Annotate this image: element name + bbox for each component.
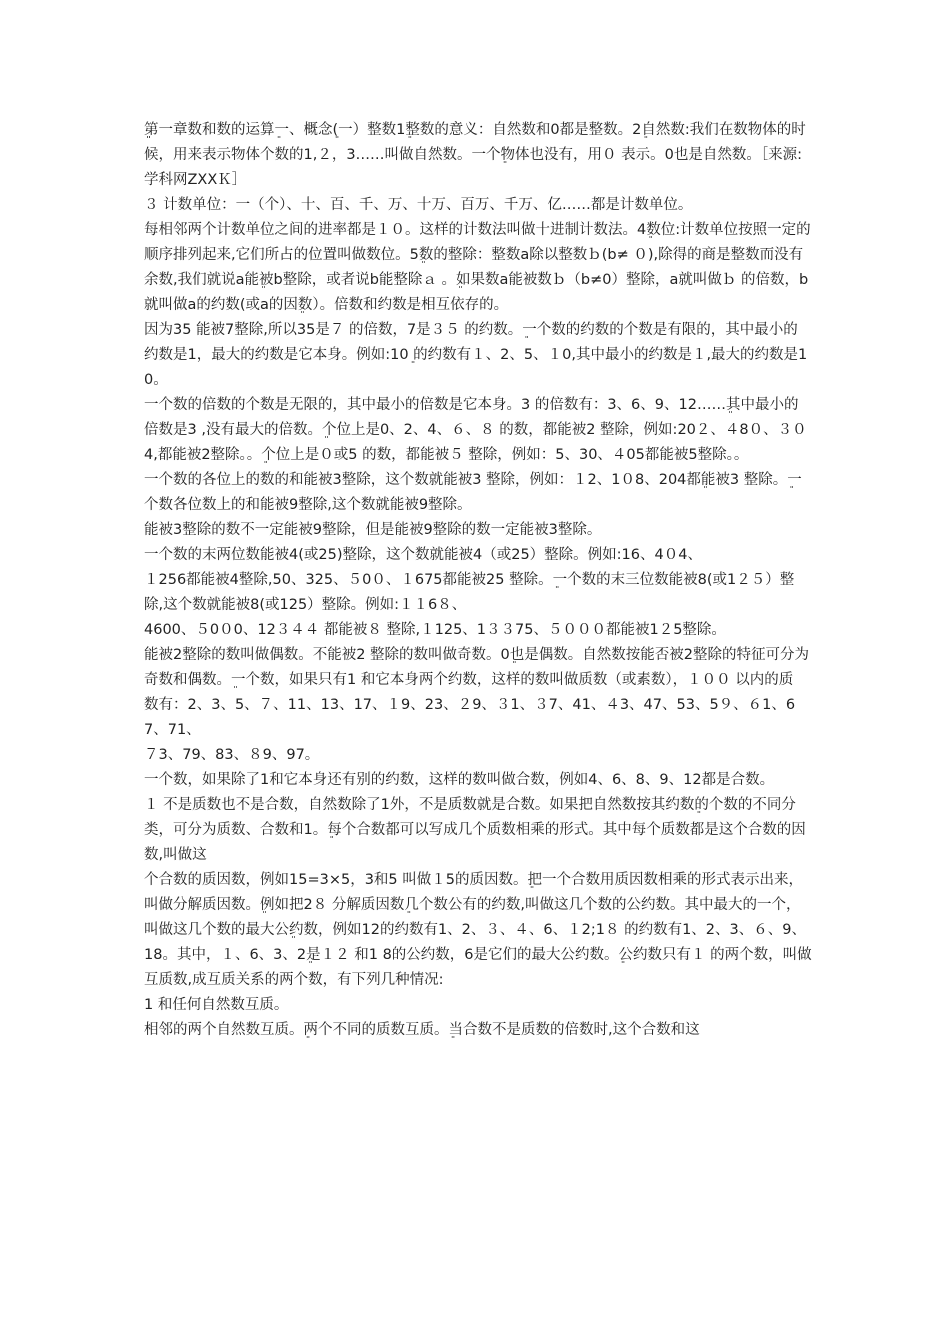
paragraph-4: 因为35 能被7整除,所以35是７ 的倍数，7是３５ 的约数。ܸ一个数的约数的个数是有限的，其中最小的约数是1，最大的约数是它本身。例如:10ܸ 的约数有１、2、5、１0,其中最小的约数是１,最大的约数是10。 <box>144 322 808 388</box>
document-body <box>144 118 812 1043</box>
paragraph-17: 1 和任何自然数互质。 <box>144 997 289 1013</box>
paragraph-18: 相邻的两个自然数互质。ܸ两个不同的质数互质。ܸ当合数不是质数的倍数时,这个合数和这 <box>144 1022 700 1038</box>
paragraph-5: 一个数的倍数的个数是无限的，其中最小的倍数是它本身。3 的倍数有：3、6、9、12……ܸ其中最小的倍数是3 ,没有最大的倍数。ܸ个位上是0、2、4、６、８ 的数，都能被2 整除，例如:20２、４8０、３０4,都能被2整除。。ܸ个位上是０或5 的数，都能被５ 整除，例如：5、30、４05都能被5整除。。 <box>144 397 807 463</box>
paragraph-6: 一个数的各位上的数的和能被3整除，这个数就能被3 整除，例如：１2、1０8、204都ܸ能被3 整除。ܸ一个数各位数上的和能被9整除,这个数就能被9整除。 <box>144 472 802 513</box>
paragraph-10: 4600、５0０0、12３４４ 都能被８ 整除,１125、1３３75、５０００都能被1２5整除。 <box>144 622 726 638</box>
paragraph-1: ܸܸ第一章数和数的运算ܸ一、概念ܸ(一）整数1ܸ整数的意义：自然数和0都是整数。2ܸ自然数:我们在数物体的时候，用来表示物体个数的1,２，3……叫做自然数。一个ܸ物体也没有，用０ 表示。0也是自然数。［来源:学科网ZXXＫ］ <box>144 122 806 188</box>
paragraph-14: 一个数，如果除了1和它本身还有别的约数，这样的数叫做合数，例如4、6、8、9、12都是合数。 <box>144 772 775 788</box>
paragraph-9: １256都能被4整除,50、325、５0０、１675都能被25 整除。ܸ一个数的末三位数能被8(或1２５）整除,这个数就能被8(或125）整除。例如:１１6８、 <box>144 572 795 613</box>
paragraph-15: １ 不是质数也不是合数，自然数除了1外，不是质数就是合数。如果把自然数按其约数ܸ的个数的不同分类，可分为质数、合数和1。ܸ每个合数都可以写成几个质数相乘的形式。其中每个质数都是这个合数的因数,叫做这 <box>144 797 806 863</box>
paragraph-7: 能被3整除的数不一定能被9整除，但是能被9整除的数一定能被3整除。 <box>144 522 602 538</box>
paragraph-12: 数有：2、3、5、７、11、13、17、１9、23、２9、３1、３7、41、４3、47、53、5９、６1、67、71、 <box>144 697 796 738</box>
paragraph-11: 能被2整除的数叫做偶数。不能被2 整除的数叫做奇数。0ܸ也是偶数。自然数按能否被2整除的特征可分为奇数和偶数。ܸ一个数，如果只有1 和它本身两个约数，这样的数叫做质数（或素数），１００ 以内的质 <box>144 647 810 688</box>
paragraph-13: ７3、79、83、８9、97。 <box>144 747 320 763</box>
paragraph-3: 每相邻两个计数单位之间的进率都是１０。这样的计数法叫做十进制计数法。4ܸ数位:计数单位按照一定的顺序排列起来,它们所占的位置叫做数位。5ܸ数的整除：整数a除以整数ｂ(b≠ ０),除得的商是整数而没有余数,我们就说a能ܸ被b整除，或者说b能整除ａ 。ܸ如果数a能被数ｂ（b≠0）整除，a就叫做ｂ 的倍数，b就叫做a的约数(或a的因ܸ数）。倍数和约数是相互依存的。 <box>144 222 811 313</box>
paragraph-16: 个合数的质因数，例如15=3×5，3和5 叫做１5的质因数。ܸ把一个合数用质因数相乘的形式表示出来，叫做分解质因数。ܸ例如把2８ 分解质因数ܸ几个数公有的约数,叫做这几个数的公约数。其中最大的一个，叫做这几个数的最大公ܸ约数，例如12的约数有1、2、３、４、6、１2;1８ 的约数有1、2、3、６、9、18。其中，１、6、3、2ܸ是１２ 和1 8的公约数，6是它们的最大公约数。ܸ公约数只有１ 的两个数，叫做互质数,成互质关系的两个数，有下列几种情况: <box>144 872 812 988</box>
paragraph-8: 一个数的末两位数能被4(或25)整除，这个数就能被4（或25）整除。例如:16、4０4、 <box>144 547 702 563</box>
paragraph-2: ３ 计数单位：一（个）、十、百、千、万、十万、百万、千万、亿……都是计数单位。 <box>144 197 693 213</box>
